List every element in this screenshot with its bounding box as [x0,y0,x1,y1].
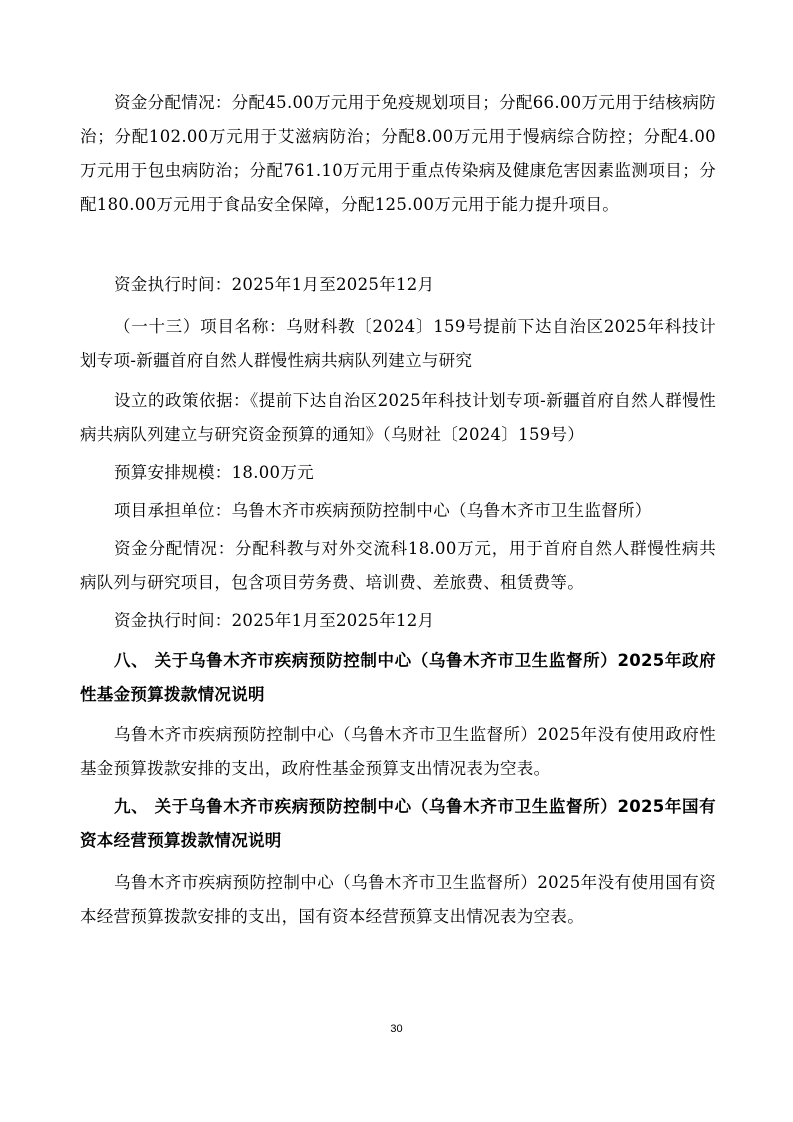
budget-scale-paragraph: 预算安排规模：18.00万元 [114,463,314,482]
responsible-unit-paragraph: 项目承担单位：乌鲁木齐市疾病预防控制中心（乌鲁木齐市卫生监督所） [114,501,652,520]
page-number: 30 [390,1023,403,1035]
policy-basis-paragraph: 设立的政策依据：《提前下达自治区2025年科技计划专项-新疆首府自然人群慢性病共病队列建立与研究资金预算的通知》（乌财社〔2024〕159号） [80,391,716,444]
execution-time-paragraph-2: 资金执行时间：2025年1月至2025年12月 [114,611,435,630]
section-heading-9: 九、 关于乌鲁木齐市疾病预防控制中心（乌鲁木齐市卫生监督所）2025年国有资本经营预算拨款情况说明 [80,797,716,850]
fund-allocation-paragraph-2: 资金分配情况：分配科教与对外交流科18.00万元，用于首府自然人群慢性病共病队列与研究项目，包含项目劳务费、培训费、差旅费、租赁费等。 [80,539,716,592]
section-body-8: 乌鲁木齐市疾病预防控制中心（乌鲁木齐市卫生监督所）2025年没有使用政府性基金预算拨款安排的支出，政府性基金预算支出情况表为空表。 [80,725,716,778]
section-body-9: 乌鲁木齐市疾病预防控制中心（乌鲁木齐市卫生监督所）2025年没有使用国有资本经营预算拨款安排的支出，国有资本经营预算支出情况表为空表。 [80,873,716,926]
fund-allocation-paragraph: 资金分配情况：分配45.00万元用于免疫规划项目；分配66.00万元用于结核病防治；分配102.00万元用于艾滋病防治；分配8.00万元用于慢病综合防控；分配4.00万元用于包虫病防治；分配761.10万元用于重点传染病及健康危害因素监测项目；分配180.00万元用于食品安全保障，分配125.00万元用于能力提升项目。 [80,93,716,214]
project-name-paragraph: （一十三）项目名称：乌财科教〔2024〕159号提前下达自治区2025年科技计划专项-新疆首府自然人群慢性病共病队列建立与研究 [80,317,716,370]
section-heading-8: 八、 关于乌鲁木齐市疾病预防控制中心（乌鲁木齐市卫生监督所）2025年政府性基金预算拨款情况说明 [80,651,716,704]
execution-time-paragraph: 资金执行时间：2025年1月至2025年12月 [114,275,435,294]
